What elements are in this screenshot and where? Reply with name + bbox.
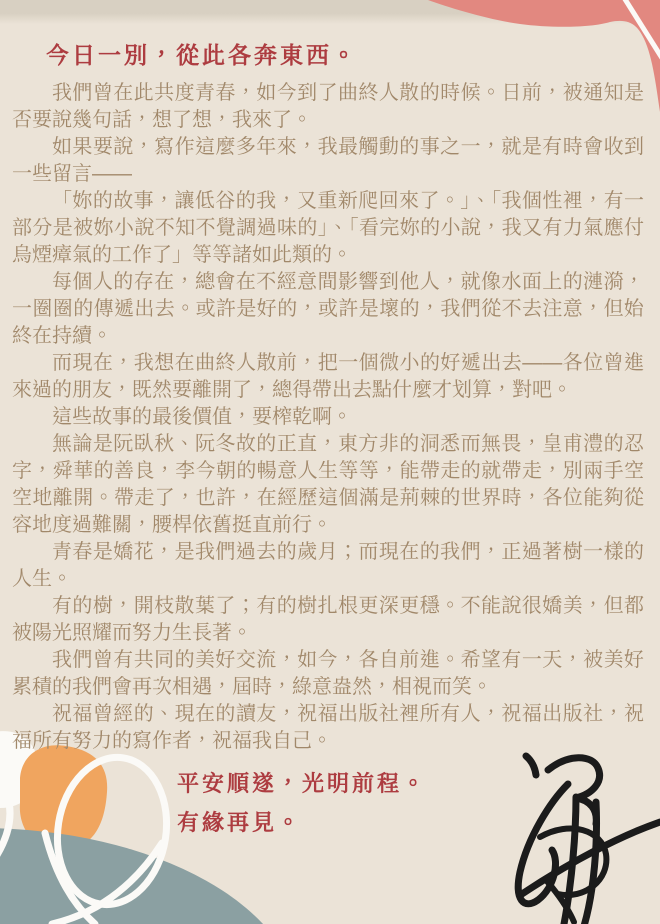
- letter-paragraph: 有的樹，開枝散葉了；有的樹扎根更深更穩。不能說很嬌美，但都被陽光照耀而努力生長著。: [12, 595, 644, 644]
- letter-paragraph: 而現在，我想在曲終人散前，把一個微小的好遞出去——各位曾進來過的朋友，既然要離開了，總得帶出去點什麼才划算，對吧。: [12, 352, 644, 401]
- letter-paragraph: 無論是阮臥秋、阮冬故的正直，東方非的洞悉而無畏，皇甫澧的忍字，舜華的善良，李今朝的暢意人生等等，能帶走的就帶走，別兩手空空地離開。帶走了，也許，在經歷這個滿是荊棘的世界時，各位能夠從容地度過難關，腰桿依舊挺直前行。: [12, 433, 644, 536]
- letter-content: [12, 40, 644, 843]
- letter-paragraph: 祝福曾經的、現在的讀友，祝福出版社裡所有人，祝福出版社，祝福所有努力的寫作者，祝福我自己。: [12, 703, 644, 752]
- letter-paragraph: 這些故事的最後價值，要榨乾啊。: [52, 406, 352, 428]
- letter-paragraph: 青春是嬌花，是我們過去的歲月；而現在的我們，正過著樹一樣的人生。: [12, 541, 644, 590]
- letter-paragraph: 每個人的存在，總會在不經意間影響到他人，就像水面上的漣漪，一圈圈的傳遞出去。或許是好的，或許是壞的，我們從不去注意，但始終在持續。: [12, 271, 644, 347]
- letter-body: [12, 80, 644, 755]
- letter-title: 今日一別，從此各奔東西。: [46, 42, 358, 69]
- closing-line: 平安順遂，光明前程。: [177, 771, 428, 797]
- letter-paragraph: 我們曾在此共度青春，如今到了曲終人散的時候。日前，被通知是否要說幾句話，想了想，我來了。: [12, 82, 644, 131]
- signature-icon: [478, 742, 660, 924]
- letter-paragraph: 我們曾有共同的美好交流，如今，各自前進。希望有一天，被美好累積的我們會再次相遇，屆時，綠意盎然，相視而笑。: [12, 649, 644, 698]
- letter-paragraph: 如果要說，寫作這麼多年來，我最觸動的事之一，就是有時會收到一些留言——: [12, 136, 644, 185]
- closing-line: 有緣再見。: [177, 810, 303, 836]
- letter-paragraph: 「妳的故事，讓低谷的我，又重新爬回來了。」、「我個性裡，有一部分是被妳小說不知不覺調過味的」、「看完妳的小說，我又有力氣應付烏煙瘴氣的工作了」等等諸如此類的。: [12, 190, 644, 266]
